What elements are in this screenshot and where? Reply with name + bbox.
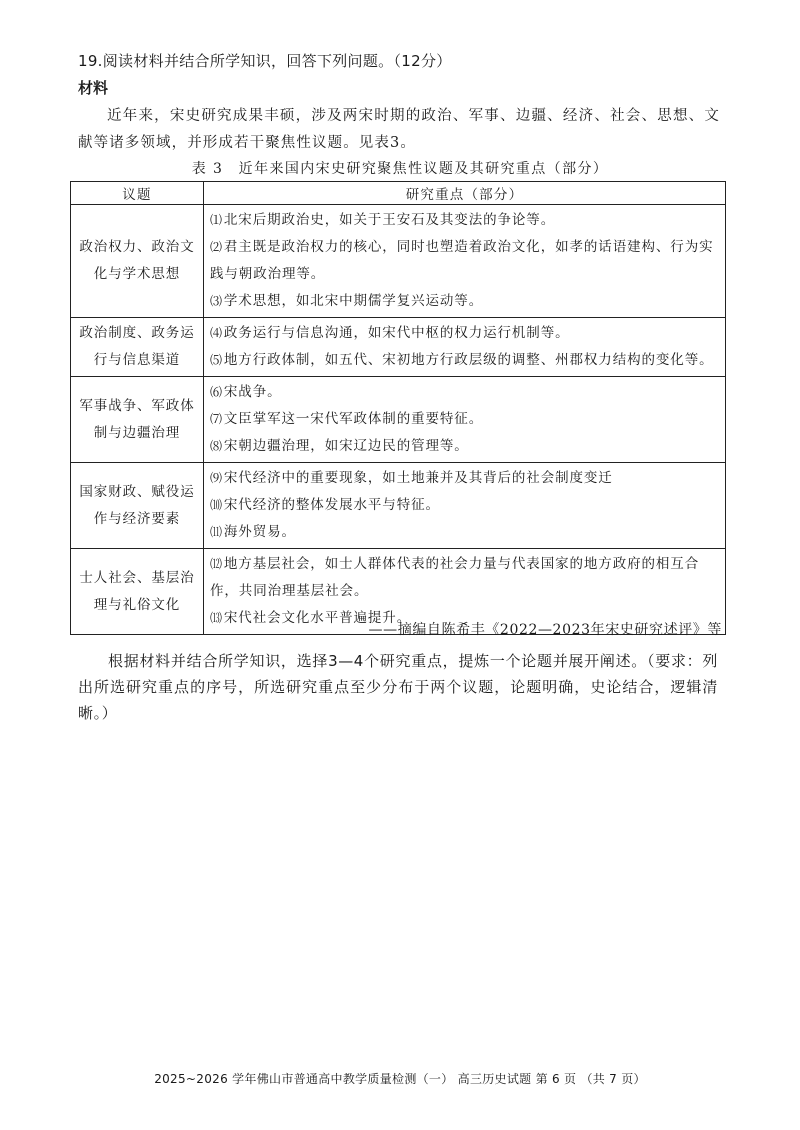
- research-point: [210, 406, 715, 433]
- point-text: 宋战争。: [223, 384, 282, 400]
- point-text: 海外贸易。: [223, 524, 296, 540]
- point-number: ⑿: [210, 557, 223, 571]
- research-point: [210, 433, 715, 460]
- research-point: [210, 379, 715, 406]
- points-cell: [204, 318, 726, 377]
- research-point: [210, 288, 715, 315]
- issue-cell: 士人社会、基层治理与礼俗文化: [71, 549, 204, 635]
- point-text: 北宋后期政治史，如关于王安石及其变法的争论等。: [223, 212, 556, 228]
- question-title: 19.阅读材料并结合所学知识，回答下列问题。（12分）: [78, 52, 452, 70]
- table-row: [71, 318, 726, 377]
- issue-cell: 政治制度、政务运行与信息渠道: [71, 318, 204, 377]
- research-point: [210, 492, 715, 519]
- source-citation: ——摘编自陈希丰《2022—2023年宋史研究述评》等: [368, 622, 722, 638]
- research-point: [210, 551, 715, 605]
- point-text: 地方行政体制，如五代、宋初地方行政层级的调整、州郡权力结构的变化等。: [223, 352, 714, 368]
- material-label: 材料: [78, 79, 109, 97]
- point-number: ⑻: [210, 439, 223, 453]
- question-prompt: 根据材料并结合所学知识，选择3—4个研究重点，提炼一个论题并展开阐述。（要求：列出所选研究重点的序号，所选研究重点至少分布于两个议题，论题明确，史论结合，逻辑清晰。）: [78, 652, 718, 722]
- point-text: 学术思想，如北宋中期儒学复兴运动等。: [223, 293, 484, 309]
- point-number: ⑶: [210, 294, 223, 308]
- research-point: [210, 347, 715, 374]
- page-footer: 2025~2026 学年佛山市普通高中教学质量检测（一） 高三历史试题 第 6 页 （共 7 页）: [154, 1072, 646, 1086]
- points-cell: [204, 377, 726, 463]
- point-number: ⑼: [210, 471, 223, 485]
- point-text: 君主既是政治权力的核心，同时也塑造着政治文化，如孝的话语建构、行为实践与朝政治理等。: [210, 239, 714, 282]
- point-number: ⑹: [210, 385, 223, 399]
- header-issue: 议题: [71, 182, 204, 205]
- point-text: 宋代经济中的重要现象，如土地兼并及其背后的社会制度变迁: [223, 470, 613, 486]
- point-text: 地方基层社会，如士人群体代表的社会力量与代表国家的地方政府的相互合作，共同治理基层社会。: [210, 556, 700, 599]
- points-cell: [204, 463, 726, 549]
- research-table: [70, 181, 726, 635]
- point-number: ⑵: [210, 240, 223, 254]
- point-text: 政务运行与信息沟通，如宋代中枢的权力运行机制等。: [223, 325, 570, 341]
- research-point: [210, 465, 715, 492]
- table-row: [71, 463, 726, 549]
- table-row: [71, 205, 726, 318]
- issue-cell: 军事战争、军政体制与边疆治理: [71, 377, 204, 463]
- point-text: 宋代经济的整体发展水平与特征。: [223, 497, 440, 513]
- point-number: ⑷: [210, 326, 223, 340]
- table-caption: 表 3 近年来国内宋史研究聚焦性议题及其研究重点（部分）: [191, 161, 609, 177]
- point-text: 宋代社会文化水平普遍提升。: [223, 610, 412, 626]
- point-text: 文臣掌军这一宋代军政体制的重要特征。: [223, 411, 484, 427]
- point-number: ⑴: [210, 213, 223, 227]
- points-cell: [204, 205, 726, 318]
- research-point: [210, 234, 715, 288]
- header-points: 研究重点（部分）: [204, 182, 726, 205]
- point-text: 宋朝边疆治理，如宋辽边民的管理等。: [223, 438, 469, 454]
- point-number: ⑺: [210, 412, 223, 426]
- issue-cell: 政治权力、政治文化与学术思想: [71, 205, 204, 318]
- point-number: ⑸: [210, 353, 223, 367]
- material-intro: 近年来，宋史研究成果丰硕，涉及两宋时期的政治、军事、边疆、经济、社会、思想、文献等诸多领域，并形成若干聚焦性议题。见表3。: [78, 108, 720, 151]
- research-point: [210, 207, 715, 234]
- issue-cell: 国家财政、赋役运作与经济要素: [71, 463, 204, 549]
- point-number: ⑾: [210, 525, 223, 539]
- table-header-row: [71, 182, 726, 205]
- point-number: ⑽: [210, 498, 223, 512]
- table-row: [71, 377, 726, 463]
- research-point: [210, 320, 715, 347]
- point-number: ⒀: [210, 611, 223, 625]
- research-point: [210, 519, 715, 546]
